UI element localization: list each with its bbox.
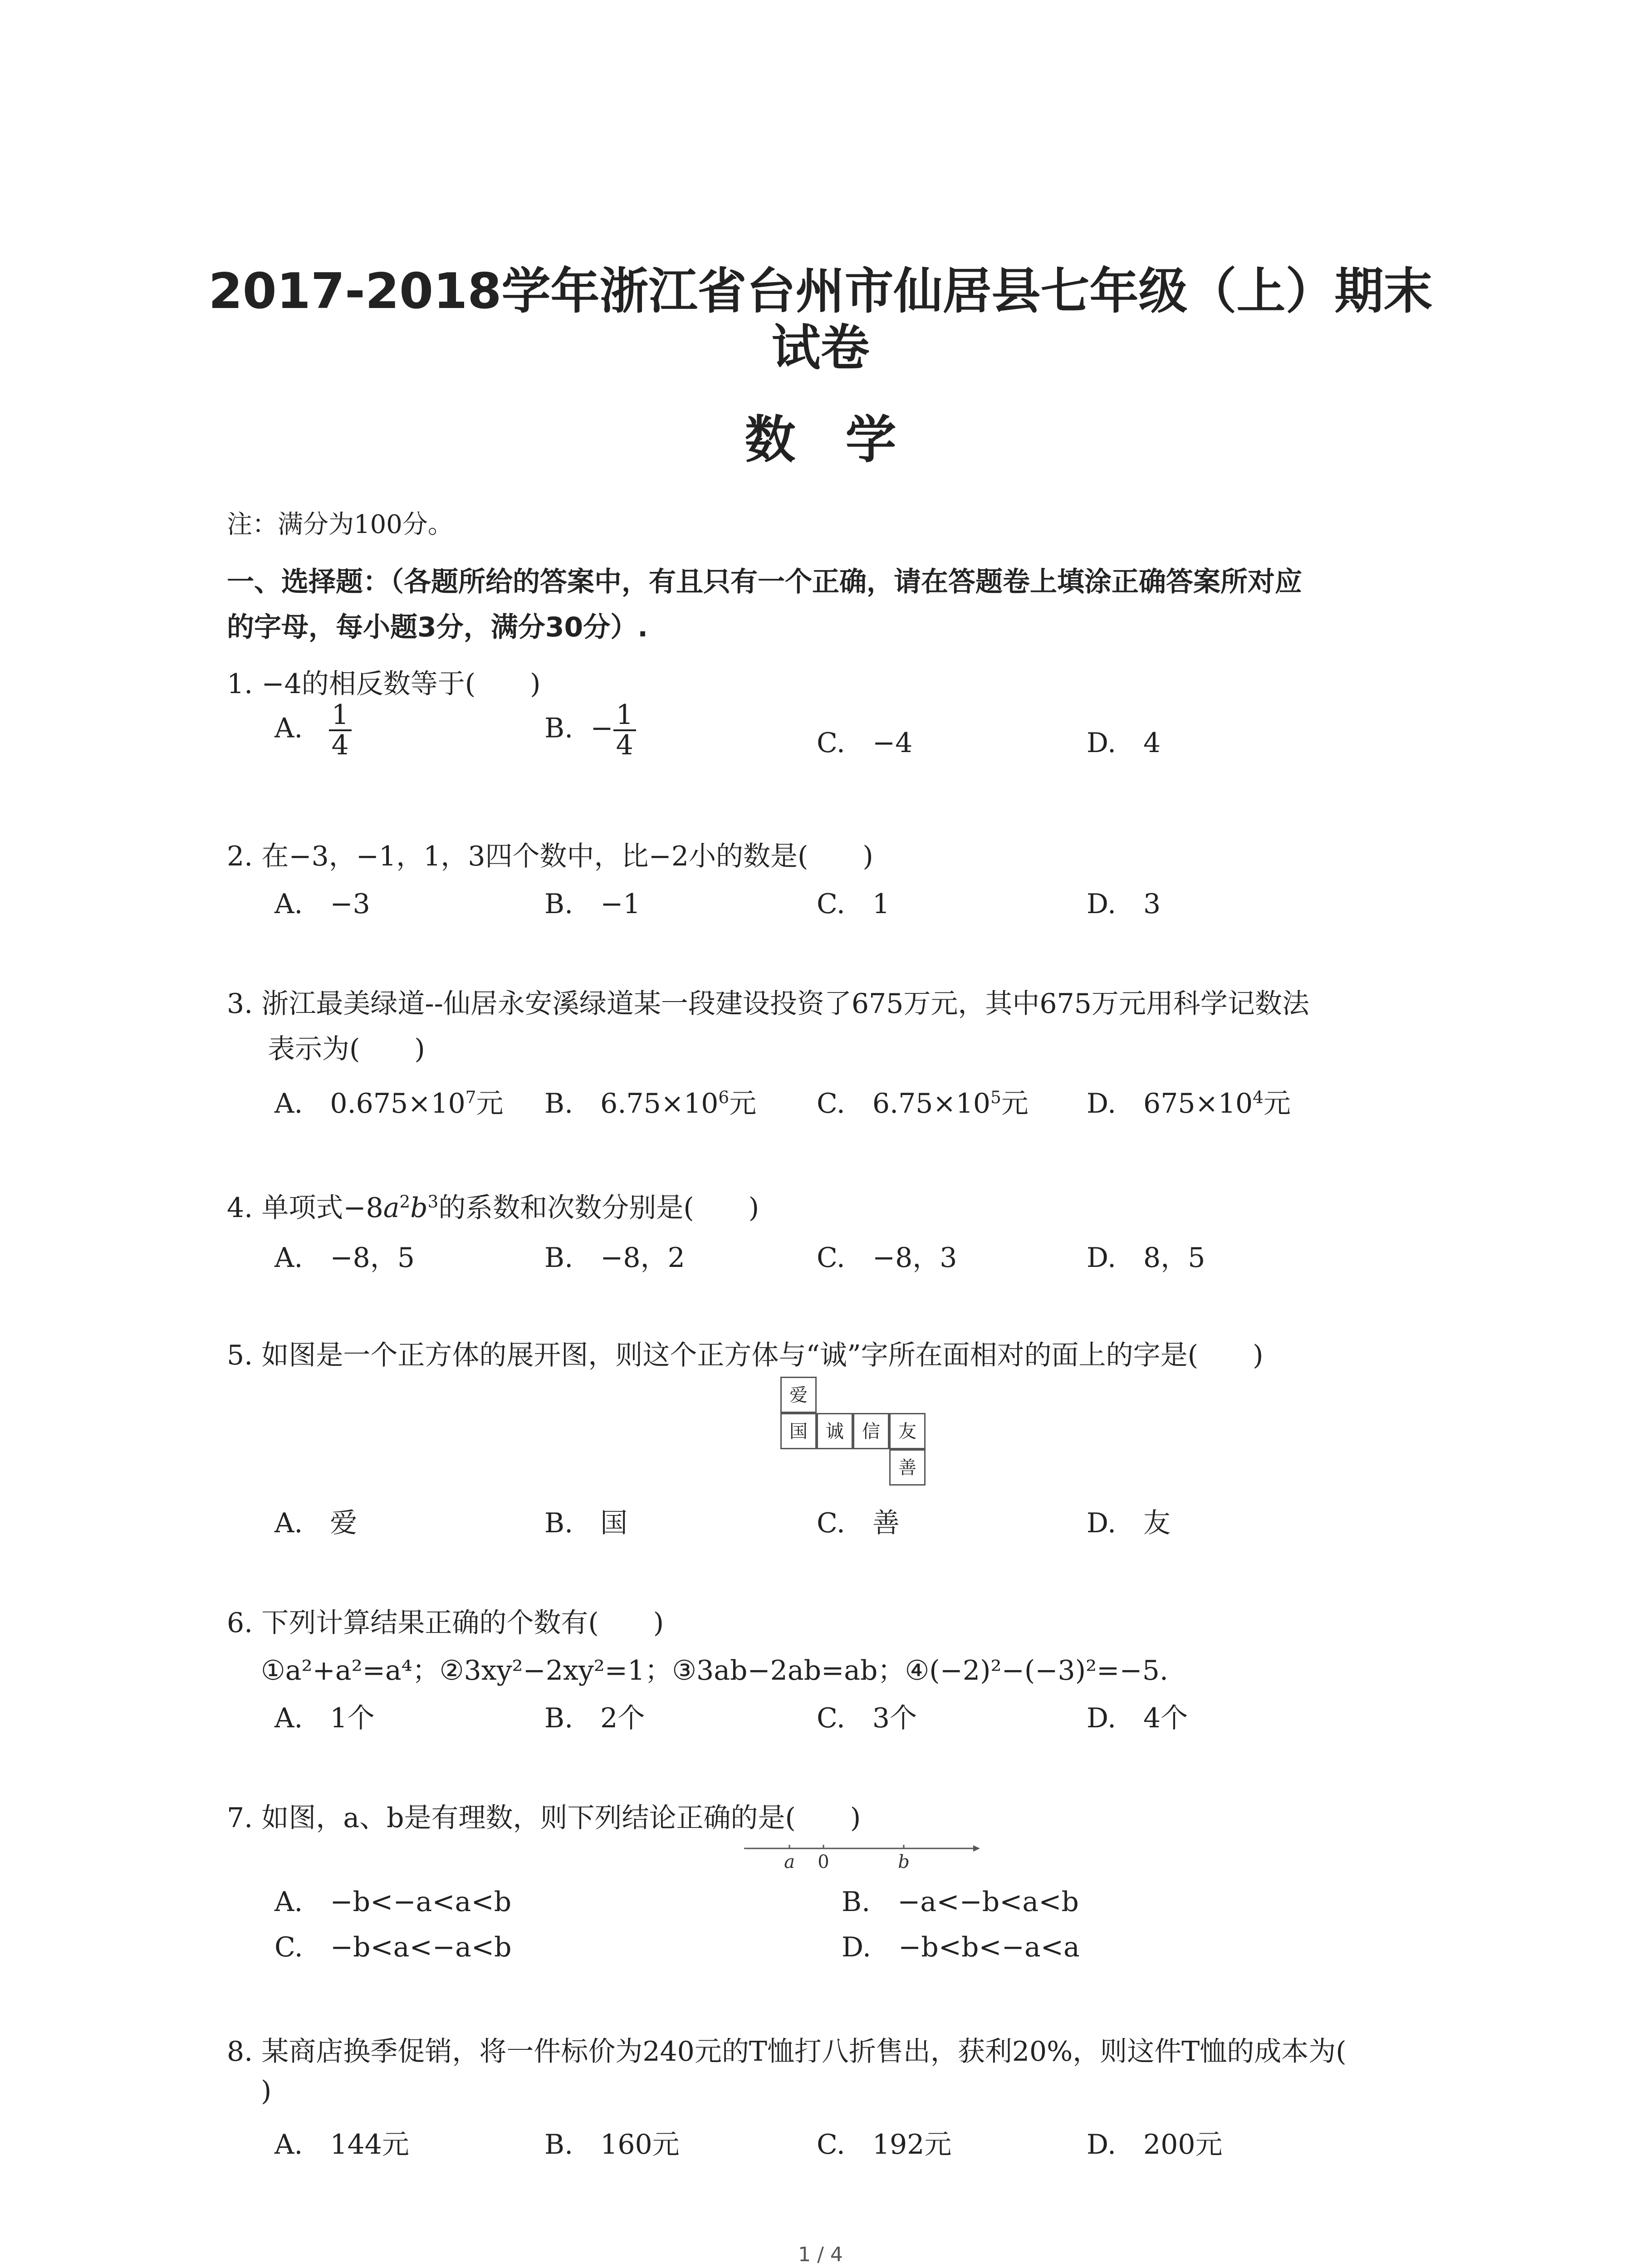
title-line-1: 2017-2018学年浙江省台州市仙居县七年级（上）期末 [208, 263, 1433, 320]
net-face-1: 爱 [780, 1377, 817, 1413]
fraction: $\frac{1}{4}$ [613, 701, 636, 760]
question-8-option-b: B. 160元 [544, 2129, 680, 2160]
subject-heading: 数学 [745, 411, 946, 469]
section-heading-line-1: 一、选择题：（各题所给的答案中，有且只有一个正确，请在答题卷上填涂正确答案所对应 [227, 566, 1302, 598]
question-3-option-b: B. $6.75\times 10^6$元 [544, 1087, 757, 1119]
question-3-option-c: C. $6.75\times 10^5$元 [817, 1087, 1029, 1119]
question-5-option-b: B. 国 [544, 1507, 628, 1539]
net-face-5: 友 [889, 1413, 926, 1449]
question-7-option-d: D. −b<b<−a<a [842, 1931, 1080, 1963]
fraction: $\frac{1}{4}$ [329, 701, 352, 760]
question-5-option-c: C. 善 [817, 1507, 900, 1539]
question-7-option-c: C. −b<a<−a<b [274, 1931, 512, 1963]
question-1-stem: 1. −4的相反数等于( ) [227, 668, 541, 700]
question-2-option-d: D. 3 [1087, 888, 1161, 920]
question-7-stem: 7. 如图，a、b是有理数，则下列结论正确的是( ) [227, 1802, 861, 1834]
net-face-4: 信 [853, 1413, 889, 1449]
question-6-option-d: D. 4个 [1087, 1702, 1188, 1734]
question-6-option-c: C. 3个 [817, 1702, 917, 1734]
number-line-figure [744, 1837, 980, 1878]
question-5-option-a: A. 爱 [274, 1507, 358, 1539]
net-face-2: 国 [780, 1413, 817, 1449]
question-4-option-a: A. −8，5 [274, 1242, 415, 1274]
question-7-option-b: B. −a<−b<a<b [842, 1886, 1079, 1918]
question-4-option-b: B. −8，2 [544, 1242, 685, 1274]
question-2-option-a: A. −3 [274, 888, 370, 920]
question-1-option-a: A. $\frac{1}{4}$ [274, 701, 352, 760]
question-4-stem: 4. 单项式$-8a^2b^3$的系数和次数分别是( ) [227, 1192, 759, 1224]
net-face-6: 善 [889, 1449, 926, 1486]
question-2-option-b: B. −1 [544, 888, 641, 920]
question-6-option-b: B. 2个 [544, 1702, 645, 1734]
question-8-option-c: C. 192元 [817, 2129, 952, 2160]
question-1-option-d: D. 4 [1087, 727, 1161, 759]
label-b: b [898, 1852, 910, 1872]
question-3-stem-line-2: 表示为( ) [268, 1033, 425, 1065]
question-7-option-a: A. −b<−a<a<b [274, 1886, 512, 1918]
net-face-3: 诚 [817, 1413, 853, 1449]
question-3-stem-line-1: 3. 浙江最美绿道--仙居永安溪绿道某一段建设投资了675万元，其中675万元用科学记数法 [227, 988, 1309, 1020]
page-number: 1 / 4 [798, 2243, 843, 2266]
question-1-option-c: C. −4 [817, 727, 913, 759]
label-zero: 0 [818, 1852, 829, 1872]
question-3-option-a: A. $0.675\times 10^7$元 [274, 1087, 504, 1119]
question-5-stem: 5. 如图是一个正方体的展开图，则这个正方体与“诚”字所在面相对的面上的字是( ) [227, 1339, 1264, 1371]
question-8-stem-line-1: 8. 某商店换季促销，将一件标价为240元的T恤打八折售出，获利20%，则这件T恤的成本为( [227, 2036, 1347, 2068]
arrow-right-icon [973, 1845, 980, 1852]
question-5-option-d: D. 友 [1087, 1507, 1171, 1539]
question-4-option-d: D. 8，5 [1087, 1242, 1205, 1274]
question-6-items: ①a²+a²=a⁴；②3xy²−2xy²=1；③3ab−2ab=ab；④(−2)²−(−3)²=−5. [261, 1655, 1168, 1686]
question-6-stem: 6. 下列计算结果正确的个数有( ) [227, 1607, 664, 1639]
question-4-option-c: C. −8，3 [817, 1242, 957, 1274]
question-6-option-a: A. 1个 [274, 1702, 375, 1734]
question-1-option-b: B. − $\frac{1}{4}$ [544, 701, 636, 760]
score-note: 注：满分为100分。 [227, 510, 453, 539]
question-8-option-d: D. 200元 [1087, 2129, 1223, 2160]
section-heading-line-2: 的字母，每小题3分，满分30分）. [227, 611, 648, 643]
question-2-option-c: C. 1 [817, 888, 890, 920]
label-a: a [784, 1852, 795, 1872]
question-8-stem-line-2: ) [261, 2075, 272, 2107]
question-2-stem: 2. 在−3，−1，1，3四个数中，比−2小的数是( ) [227, 841, 873, 872]
question-8-option-a: A. 144元 [274, 2129, 409, 2160]
title-line-2: 试卷 [771, 320, 870, 376]
question-3-option-d: D. $675\times 10^4$元 [1087, 1087, 1291, 1119]
